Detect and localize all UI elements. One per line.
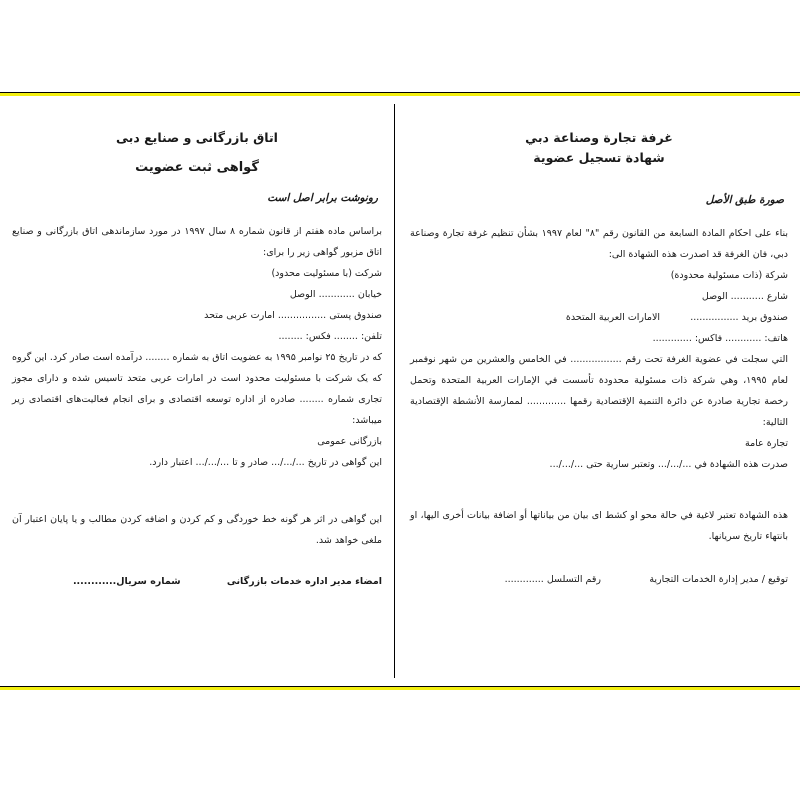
arabic-disclaimer: هذه الشهادة تعتبر لاغية في حالة محو او كشط اى بيان من بياناتها أو اضافة بيانات أخرى اليها، او بانتهاء تاريخ سريانها. bbox=[410, 510, 788, 542]
persian-subtitle: گواهی ثبت عضویت bbox=[135, 160, 259, 175]
persian-copy-note: رونوشت برابر اصل است bbox=[267, 192, 378, 204]
arabic-registration: التي سجلت في عضوية الغرفة تحت رقم ................. في الخامس والعشرين من شهر نوفمبر لعام ١٩٩٥، وهي شركة ذات مسئولية محدودة تأسست في الإمارات العربية المتحدة وتحمل رخصة تجارية صادرة عن دائرة التنمية الإقتصادية رقمها ............. لممارسة الأنشطة الإقتصادية التالية: bbox=[410, 354, 788, 428]
arabic-subtitle: شهادة تسجيل عضوية bbox=[533, 150, 665, 165]
persian-pobox: صندوق پستی ................ امارت عربی متحد bbox=[204, 310, 382, 321]
persian-registration: که در تاریخ ۲۵ نوامبر ۱۹۹۵ به عضویت اتاق به شماره ........ درآمده است صادر کرد. این گروه که یک شرکت با مسئولیت محدود است در امارات عربی متحد تاسیس شده و دارای مجوز تجاری شماره ........ صادره از اداره توسعه اقتصادی و برای انجام فعالیت‌های اقتصادی زیر میباشد: bbox=[12, 352, 382, 426]
bottom-yellow-rule bbox=[0, 686, 800, 690]
persian-validity: این گواهی در تاریخ .../.../... صادر و تا .../.../... اعتبار دارد. bbox=[149, 457, 382, 468]
arabic-activity: تجارة عامة bbox=[744, 438, 788, 449]
persian-signature-line: امضاء مدیر اداره خدمات بازرگانی شماره سریال............ bbox=[72, 576, 382, 587]
arabic-validity: صدرت هذه الشهادة في .../.../... وتعتبر سارية حتى .../.../... bbox=[549, 459, 788, 470]
persian-activity: بازرگانی عمومی bbox=[317, 436, 382, 447]
persian-phone-fax: تلفن: ........ فکس: ........ bbox=[278, 331, 382, 342]
center-divider bbox=[394, 104, 395, 678]
arabic-signature-line: توقيع / مدير إدارة الخدمات التجارية رقم التسلسل ............. bbox=[504, 574, 788, 585]
persian-intro: براساس ماده هفتم از قانون شماره ۸ سال ۱۹۹۷ در مورد سازماندهی اتاق بازرگانی و صنایع اتاق مزبور گواهی زیر را برای: bbox=[12, 226, 382, 258]
arabic-pobox: صندوق بريد ................ الامارات العربية المتحدة bbox=[565, 312, 788, 323]
persian-certificate bbox=[12, 128, 382, 592]
arabic-title: غرفة تجارة وصناعة دبي bbox=[525, 130, 673, 145]
arabic-copy-note: صورة طبق الأصل bbox=[705, 194, 784, 206]
arabic-company: شركة (ذات مسئولية محدودة) bbox=[670, 270, 788, 281]
arabic-street: شارع ........... الوصل bbox=[701, 291, 788, 302]
arabic-certificate bbox=[410, 128, 788, 590]
arabic-intro: بناء على احكام المادة السابعة من القانون رقم "٨" لعام ١٩٩٧ بشأن تنظيم غرفة تجارة وصناعة دبي، فان الغرفة قد اصدرت هذه الشهادة الى: bbox=[410, 228, 788, 260]
arabic-phone-fax: هاتف: ............ فاكس: ............. bbox=[652, 333, 788, 344]
persian-disclaimer: این گواهی در اثر هر گونه خط خوردگی و کم کردن و اضافه کردن مطالب و یا پایان اعتبار آن ملغی خواهد شد. bbox=[12, 514, 382, 546]
top-yellow-rule bbox=[0, 92, 800, 96]
persian-company: شرکت (با مسئولیت محدود) bbox=[271, 268, 382, 279]
persian-street: خیابان ............ الوصل bbox=[289, 289, 382, 300]
persian-title: اتاق بازرگانی و صنایع دبی bbox=[116, 130, 278, 145]
